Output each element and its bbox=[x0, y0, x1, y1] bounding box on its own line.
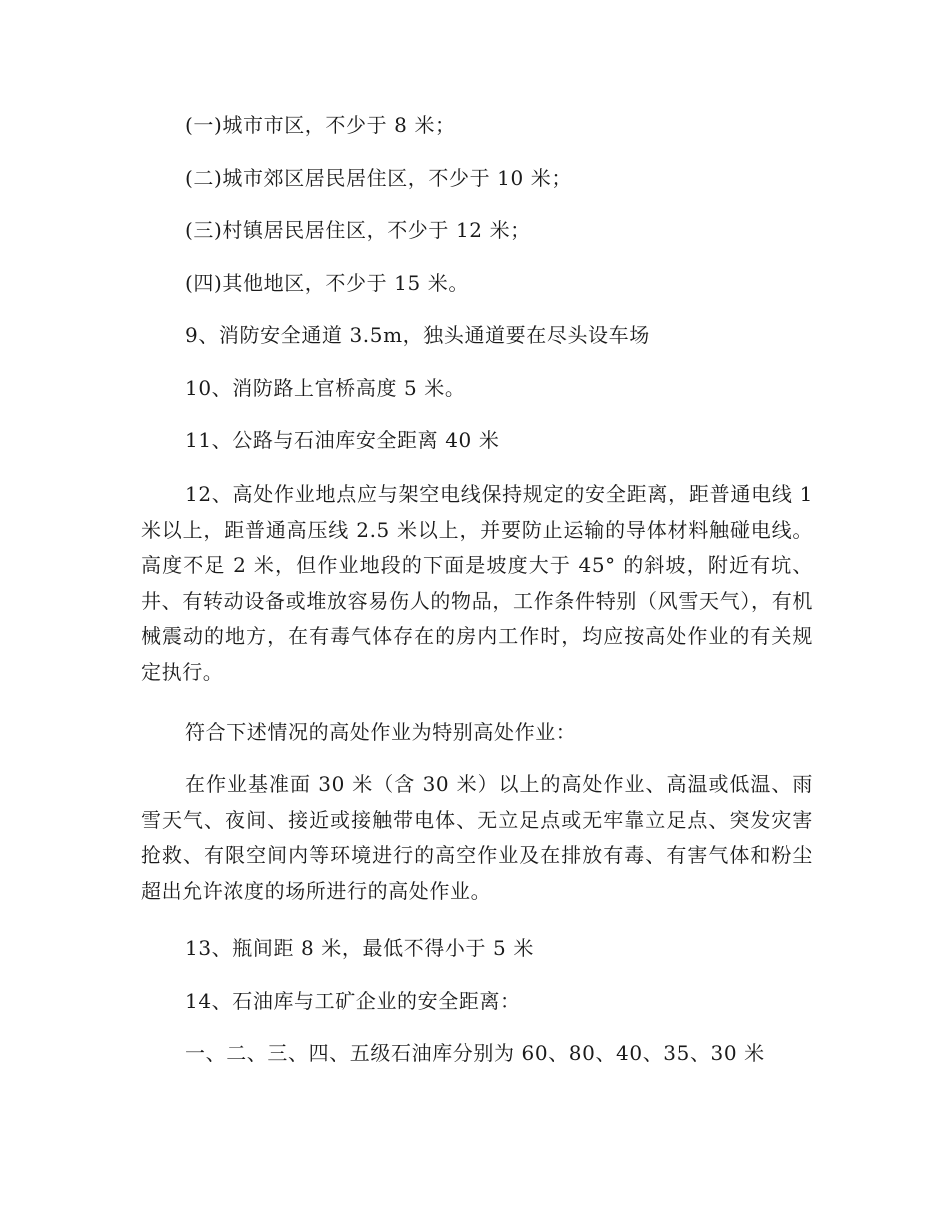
paragraph-item-9: 9、消防安全通道 3.5m，独头通道要在尽头设车场 bbox=[185, 323, 650, 347]
paragraph-other-areas: (四)其他地区，不少于 15 米。 bbox=[185, 271, 469, 295]
paragraph-urban-district: (一)城市市区，不少于 8 米； bbox=[185, 113, 456, 137]
paragraph-suburban-residential: (二)城市郊区居民居住区，不少于 10 米； bbox=[185, 166, 572, 190]
paragraph-item-14: 14、石油库与工矿企业的安全距离： bbox=[185, 989, 521, 1013]
paragraph-item-10: 10、消防路上官桥高度 5 米。 bbox=[185, 376, 466, 400]
paragraph-item-13: 13、瓶间距 8 米，最低不得小于 5 米 bbox=[185, 936, 534, 960]
paragraph-item-11: 11、公路与石油库安全距离 40 米 bbox=[185, 428, 500, 452]
paragraph-special-height-intro: 符合下述情况的高处作业为特别高处作业： bbox=[185, 720, 577, 744]
paragraph-item-12: 12、高处作业地点应与架空电线保持规定的安全距离，距普通电线 1 米以上，距普通高压线 2.5 米以上，并要防止运输的导体材料触碰电线。高度不足 2 米，但作业地段的下面是坡度大于 45° 的斜坡，附近有坑、井、有转动设备或堆放容易伤人的物品，工作条件特别（风雪天气），有机械震动的地方，在有毒气体存在的房内工作时，均应按高处作业的有关规定执行。 bbox=[141, 482, 813, 684]
paragraph-special-height-conditions: 在作业基准面 30 米（含 30 米）以上的高处作业、高温或低温、雨雪天气、夜间、接近或接触带电体、无立足点或无牢靠立足点、突发灾害抢救、有限空间内等环境进行的高空作业及在排放有毒、有害气体和粉尘超出允许浓度的场所进行的高处作业。 bbox=[141, 772, 813, 903]
paragraph-oil-depot-grades: 一、二、三、四、五级石油库分别为 60、80、40、35、30 米 bbox=[185, 1041, 765, 1065]
paragraph-village-residential: (三)村镇居民居住区，不少于 12 米； bbox=[185, 218, 531, 242]
